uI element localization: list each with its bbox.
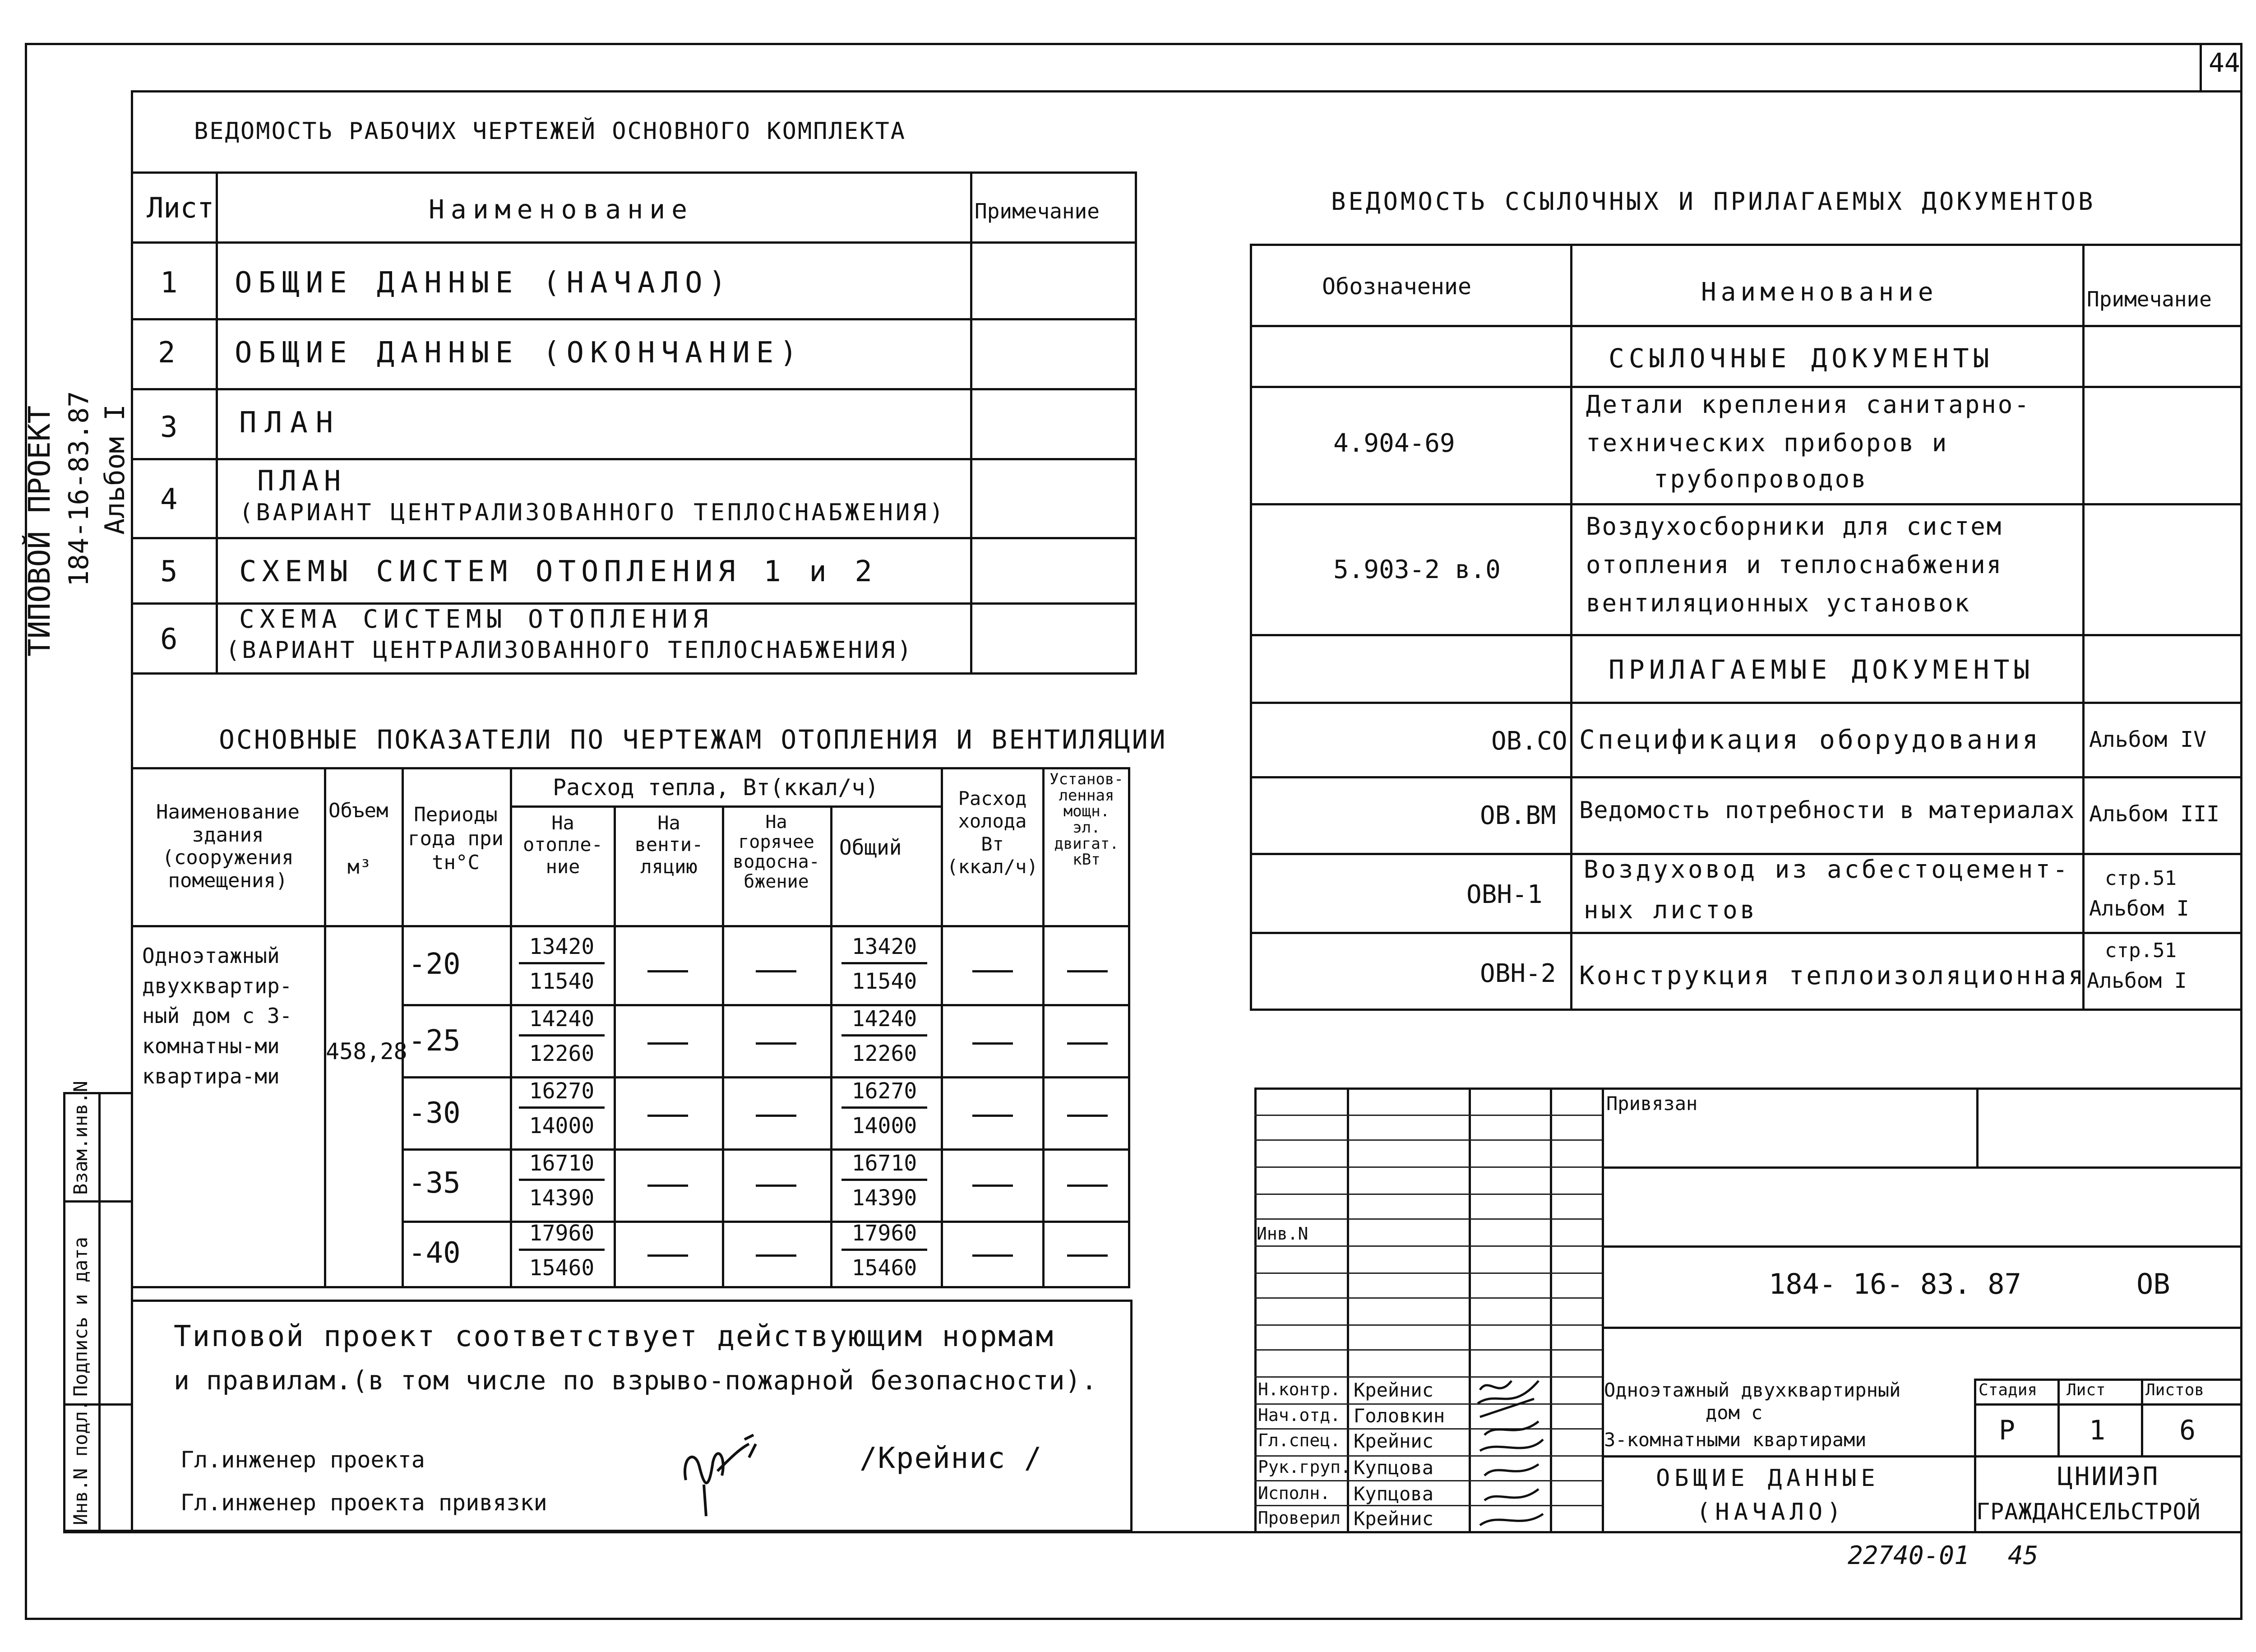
- ind-row-line: [402, 1148, 1130, 1151]
- tb-doc-l2: (НАЧАЛО): [1697, 1499, 1846, 1526]
- empty-cell-dash: [647, 1254, 688, 1257]
- att-note-2: Альбом I: [2087, 968, 2187, 993]
- tb-role: Исполн.: [1258, 1483, 1331, 1503]
- ind-col: [1042, 767, 1045, 1286]
- tb-code: 184- 16- 83. 87: [1769, 1268, 2021, 1300]
- tb-role: Нач.отд.: [1258, 1405, 1341, 1425]
- att-note: стр.51: [2105, 939, 2177, 962]
- ind-total-w: 16270: [841, 1078, 927, 1109]
- dl-row-sheet: 4: [160, 483, 178, 516]
- ref-name-l1: Детали крепления санитарно-: [1586, 390, 2031, 419]
- dl-header-sheet: Лист: [147, 191, 214, 224]
- tb-role: Рук.груп.: [1258, 1457, 1351, 1477]
- tb-person: Крейнис: [1354, 1379, 1434, 1401]
- ind-col: [324, 767, 326, 1286]
- empty-cell-dash: [1067, 970, 1108, 972]
- tb-person: Купцова: [1354, 1457, 1434, 1479]
- ind-col: [510, 767, 512, 1286]
- tb-col: [2057, 1379, 2060, 1455]
- chief-engineer: Гл.инженер проекта: [180, 1447, 425, 1473]
- tb-person: Крейнис: [1354, 1508, 1434, 1530]
- ref-name-l2: технических приборов и: [1586, 429, 1949, 457]
- tb-org-l2: ГРАЖДАНСЕЛЬСТРОЙ: [1976, 1499, 2201, 1525]
- ind-heat-kcal: 15460: [529, 1255, 595, 1281]
- att-name: Спецификация оборудования: [1579, 724, 2041, 755]
- empty-cell-dash: [756, 1042, 796, 1045]
- dl-row-name: ОБЩИЕ ДАННЫЕ (ОКОНЧАНИЕ): [235, 336, 804, 370]
- tb-bound: Привязан: [1606, 1092, 1698, 1115]
- ind-heat-w: 13420: [519, 934, 605, 964]
- dl-header-bottom: [131, 241, 1137, 244]
- ind-heat-w: 17960: [519, 1221, 605, 1251]
- ind-period: -30: [408, 1097, 461, 1130]
- att-name-2: ных листов: [1584, 896, 1758, 924]
- ind-period: -40: [408, 1236, 461, 1270]
- ind-col: [1128, 767, 1130, 1286]
- ind-heat-w: 16270: [519, 1078, 605, 1109]
- ind-total-w: 14240: [841, 1006, 927, 1037]
- chief-engineer-binding: Гл.инженер проекта привязки: [180, 1490, 547, 1516]
- ind-volume: 458,28: [326, 1038, 407, 1064]
- page-number: 44: [2209, 47, 2240, 78]
- tb-inv: Инв.N: [1257, 1224, 1308, 1244]
- tb-line: [1602, 1245, 2242, 1248]
- dl-bottom: [131, 672, 1137, 675]
- ind-h-power: Установ-ленная мощн. эл. двигат. кВт: [1049, 770, 1123, 869]
- ind-row-line: [402, 1004, 1130, 1006]
- side-project-code: 184-16-83.87: [63, 391, 95, 587]
- att-name: Ведомость потребности в материалах: [1579, 797, 2075, 824]
- side-project-type: ТИПОВОЙ ПРОЕКТ: [22, 405, 57, 657]
- ind-heat-sub: [510, 805, 941, 808]
- ind-total-kcal: 12260: [851, 1041, 917, 1066]
- ref-header-name: Наименование: [1701, 278, 1938, 307]
- dl-row-name-2: (ВАРИАНТ ЦЕНТРАЛИЗОВАННОГО ТЕПЛОСНАБЖЕНИЯ): [226, 637, 914, 664]
- att-note: Альбом IV: [2089, 727, 2207, 752]
- dl-row-name: СХЕМА СИСТЕМЫ ОТОПЛЕНИЯ: [239, 605, 714, 634]
- ind-total-value: [841, 1078, 927, 1138]
- dl-col2: [970, 171, 972, 672]
- tb-left: [1254, 1087, 1257, 1532]
- tb-grid: [1254, 1166, 1602, 1168]
- references-title: ВЕДОМОСТЬ ССЫЛОЧНЫХ И ПРИЛАГАЕМЫХ ДОКУМЕНТОВ: [1331, 187, 2096, 216]
- ind-total-kcal: 11540: [851, 969, 917, 994]
- att-note-2: Альбом I: [2089, 896, 2189, 921]
- strip-inv-podl: Инв.N подл.: [69, 1399, 92, 1525]
- dl-col1: [216, 171, 218, 672]
- ind-total-kcal: 14000: [851, 1113, 917, 1138]
- ref-name-l3: трубопроводов: [1654, 465, 1868, 493]
- ref-name-l1: Воздухосборники для систем: [1586, 512, 2003, 541]
- ref-row-line: [1250, 634, 2242, 636]
- tb-grid: [1254, 1324, 1602, 1326]
- tb-sheet-label: Лист: [2066, 1381, 2106, 1399]
- ind-top: [131, 767, 1130, 769]
- empty-cell-dash: [972, 1042, 1013, 1045]
- tb-grid: [1254, 1139, 1602, 1141]
- dl-row-sheet: 3: [160, 411, 178, 444]
- ind-period: -35: [408, 1166, 461, 1200]
- empty-cell-dash: [972, 970, 1013, 972]
- att-code: ОВ.ВМ: [1480, 801, 1556, 830]
- indicators-title: ОСНОВНЫЕ ПОКАЗАТЕЛИ ПО ЧЕРТЕЖАМ ОТОПЛЕНИЯ И ВЕНТИЛЯЦИИ: [219, 724, 1167, 755]
- ref-row-line: [1250, 776, 2242, 778]
- ref-header-note: Примечание: [2087, 287, 2212, 311]
- ind-header-bottom: [131, 925, 1130, 927]
- dl-header-note: Примечание: [975, 199, 1100, 223]
- empty-cell-dash: [647, 1115, 688, 1117]
- ref-row-line: [1250, 325, 2242, 327]
- ind-total-w: 13420: [841, 934, 927, 964]
- ref-section-referenced: ССЫЛОЧНЫЕ ДОКУМЕНТЫ: [1609, 343, 1994, 374]
- dl-col3: [1135, 171, 1137, 672]
- signatures-column: [1471, 1372, 1550, 1532]
- empty-cell-dash: [1067, 1254, 1108, 1257]
- ind-heating-value: [519, 934, 605, 994]
- ind-total-w: 16710: [841, 1151, 927, 1181]
- tb-person: Купцова: [1354, 1483, 1434, 1505]
- compliance-line2: и правилам.(в том числе по взрыво-пожарной безопасности).: [174, 1365, 1098, 1396]
- ind-col: [941, 767, 943, 1286]
- tb-person: Крейнис: [1354, 1430, 1434, 1452]
- ref-name-l3: вентиляционных установок: [1586, 589, 1971, 617]
- ref-col2: [2082, 244, 2085, 1011]
- ind-heat-kcal: 11540: [529, 969, 595, 994]
- tb-col: [1550, 1087, 1552, 1532]
- dl-row-name: ПЛАН: [239, 406, 342, 440]
- tb-object-l1: Одноэтажный двухквартирный: [1604, 1379, 1901, 1401]
- tb-line: [1974, 1403, 2242, 1406]
- dl-row-sheet: 5: [160, 555, 178, 588]
- dl-row-line: [131, 537, 1137, 539]
- empty-cell-dash: [756, 1254, 796, 1257]
- ind-col: [722, 805, 724, 1286]
- tb-object-l2: дом с: [1706, 1402, 1763, 1424]
- tb-line: [1602, 1166, 2242, 1169]
- att-note: Альбом III: [2089, 801, 2219, 827]
- ind-heating-value: [519, 1151, 605, 1211]
- dl-row-name: ОБЩИЕ ДАННЫЕ (НАЧАЛО): [235, 266, 733, 300]
- ind-h-heat: Расход тепла, Вт(ккал/ч): [553, 774, 879, 801]
- ind-h-heating: На отопле-ние: [522, 812, 603, 878]
- tb-role: Н.контр.: [1258, 1379, 1341, 1399]
- att-code: ОВН-2: [1480, 959, 1556, 988]
- ind-heating-value: [519, 1078, 605, 1138]
- ind-heat-kcal: 14390: [529, 1185, 595, 1211]
- ind-total-kcal: 15460: [851, 1255, 917, 1281]
- ref-row-line: [1250, 503, 2242, 505]
- empty-cell-dash: [1067, 1115, 1108, 1117]
- tb-person: Головкин: [1354, 1405, 1445, 1427]
- compliance-line1: Типовой проект соответствует действующим нормам: [174, 1320, 1054, 1353]
- tb-object-l3: 3-комнатными квартирами: [1604, 1429, 1867, 1451]
- ind-period: -20: [408, 948, 461, 981]
- tb-col: [2141, 1379, 2143, 1455]
- left-strip-sep1: [63, 1200, 133, 1203]
- ref-name-l2: отопления и теплоснабжения: [1586, 551, 2003, 579]
- att-name: Воздуховод из асбестоцемент-: [1584, 855, 2071, 884]
- dl-row-line: [131, 458, 1137, 460]
- empty-cell-dash: [1067, 1042, 1108, 1045]
- ref-row-line: [1250, 386, 2242, 388]
- tb-org-l1: ЦНИИЭП: [2057, 1462, 2160, 1491]
- tb-sheet: 1: [2089, 1415, 2106, 1446]
- ref-code: 4.904-69: [1333, 429, 1455, 458]
- ref-header-code: Обозначение: [1322, 273, 1472, 300]
- ref-code: 5.903-2 в.0: [1333, 555, 1501, 584]
- dl-row-sheet: 6: [160, 623, 178, 656]
- ind-h-vent: На венти-ляцию: [634, 812, 703, 878]
- empty-cell-dash: [972, 1185, 1013, 1187]
- ind-heat-kcal: 14000: [529, 1113, 595, 1138]
- tb-doc-l1: ОБЩИЕ ДАННЫЕ: [1656, 1465, 1880, 1492]
- ind-total-w: 17960: [841, 1221, 927, 1251]
- att-code: ОВ.СО: [1491, 727, 1567, 756]
- dl-row-sheet: 2: [158, 336, 176, 370]
- tb-role: Проверил: [1258, 1508, 1341, 1528]
- tb-grid: [1254, 1245, 1602, 1247]
- dl-row-name-2: (ВАРИАНТ ЦЕНТРАЛИЗОВАННОГО ТЕПЛОСНАБЖЕНИЯ): [239, 499, 946, 526]
- dl-row-sheet: 1: [160, 266, 178, 300]
- ind-h-cold: Расход холода Вт (ккал/ч): [947, 787, 1038, 878]
- ind-heating-value: [519, 1221, 605, 1281]
- drawings-list-title: ВЕДОМОСТЬ РАБОЧИХ ЧЕРТЕЖЕЙ ОСНОВНОГО КОМПЛЕКТА: [194, 118, 906, 145]
- ind-total-value: [841, 934, 927, 994]
- empty-cell-dash: [756, 1185, 796, 1187]
- ref-row-line: [1250, 932, 2242, 934]
- dl-row-name: ПЛАН: [257, 464, 347, 497]
- tb-role: Гл.спец.: [1258, 1430, 1341, 1450]
- tb-sheets-label: Листов: [2145, 1381, 2205, 1399]
- empty-cell-dash: [647, 1185, 688, 1187]
- ind-total-value: [841, 1006, 927, 1066]
- ind-building: Одноэтажный двухквартир-ный дом с 3-комнатны-ми квартира-ми: [142, 944, 292, 1088]
- dl-header-name: Наименование: [429, 194, 694, 225]
- tb-col: [1976, 1087, 1979, 1166]
- footer-page: 45: [2008, 1541, 2039, 1570]
- ind-h-period: Периоды года при tн°С: [408, 803, 504, 874]
- tb-stage-label: Стадия: [1979, 1381, 2038, 1399]
- att-note: стр.51: [2105, 867, 2177, 890]
- dl-row-line: [131, 388, 1137, 390]
- ind-col: [830, 805, 832, 1286]
- ind-h-volume-unit: м³: [347, 856, 371, 879]
- side-album: Альбом I: [99, 404, 131, 535]
- tb-grid: [1254, 1273, 1602, 1274]
- tb-grid: [1254, 1297, 1602, 1299]
- ind-col: [614, 805, 616, 1286]
- ind-h-name: Наименование здания (сооружения помещения): [156, 801, 300, 892]
- archive-number: 22740-01: [1848, 1541, 1969, 1570]
- tb-line: [1602, 1455, 2242, 1458]
- tb-grid: [1254, 1218, 1602, 1220]
- tb-line: [1602, 1327, 2242, 1329]
- tb-sheets: 6: [2179, 1415, 2196, 1446]
- tb-grid: [1254, 1194, 1602, 1195]
- ind-heat-w: 16710: [519, 1151, 605, 1181]
- inner-frame-top: [131, 90, 2242, 93]
- tb-grid: [1254, 1115, 1602, 1116]
- tb-stage: Р: [1999, 1415, 2016, 1446]
- empty-cell-dash: [756, 970, 796, 972]
- ind-row-line: [402, 1076, 1130, 1078]
- ind-heat-w: 14240: [519, 1006, 605, 1037]
- ind-heating-value: [519, 1006, 605, 1066]
- ind-heat-kcal: 12260: [529, 1041, 595, 1066]
- ind-h-volume: Объем: [328, 799, 388, 822]
- empty-cell-dash: [1067, 1185, 1108, 1187]
- empty-cell-dash: [972, 1115, 1013, 1117]
- ind-h-hotwater: На горячее водосна-бжение: [733, 812, 820, 892]
- ref-col1: [1570, 244, 1572, 1011]
- empty-cell-dash: [647, 970, 688, 972]
- ind-h-total: Общий: [839, 835, 902, 860]
- att-code: ОВН-1: [1466, 880, 1543, 909]
- strip-vzam-inv: Взам.инв.N: [69, 1081, 92, 1195]
- strip-signature-date: Подпись и дата: [69, 1236, 92, 1397]
- ref-section-attached: ПРИЛАГАЕМЫЕ ДОКУМЕНТЫ: [1609, 654, 2034, 685]
- tb-col: [1602, 1087, 1604, 1532]
- dl-row-name: СХЕМЫ СИСТЕМ ОТОПЛЕНИЯ 1 и 2: [239, 555, 878, 588]
- empty-cell-dash: [972, 1254, 1013, 1257]
- left-strip-divider: [98, 1092, 101, 1532]
- ind-total-value: [841, 1151, 927, 1211]
- dl-top: [131, 171, 1137, 174]
- empty-cell-dash: [756, 1115, 796, 1117]
- tb-top: [1254, 1087, 2242, 1090]
- tb-mark: ОВ: [2136, 1268, 2170, 1300]
- ind-total-kcal: 14390: [851, 1185, 917, 1211]
- ind-bottom: [131, 1286, 1130, 1288]
- chief-engineer-name: /Крейнис /: [860, 1442, 1043, 1475]
- tb-grid: [1254, 1349, 1602, 1351]
- empty-cell-dash: [647, 1042, 688, 1045]
- signature: [677, 1430, 776, 1521]
- dl-row-line: [131, 318, 1137, 320]
- ind-total-value: [841, 1221, 927, 1281]
- att-name: Конструкция теплоизоляционная: [1579, 961, 2086, 990]
- ref-row-line: [1250, 702, 2242, 704]
- ind-period: -25: [408, 1024, 461, 1058]
- ind-row-line: [402, 1221, 1130, 1223]
